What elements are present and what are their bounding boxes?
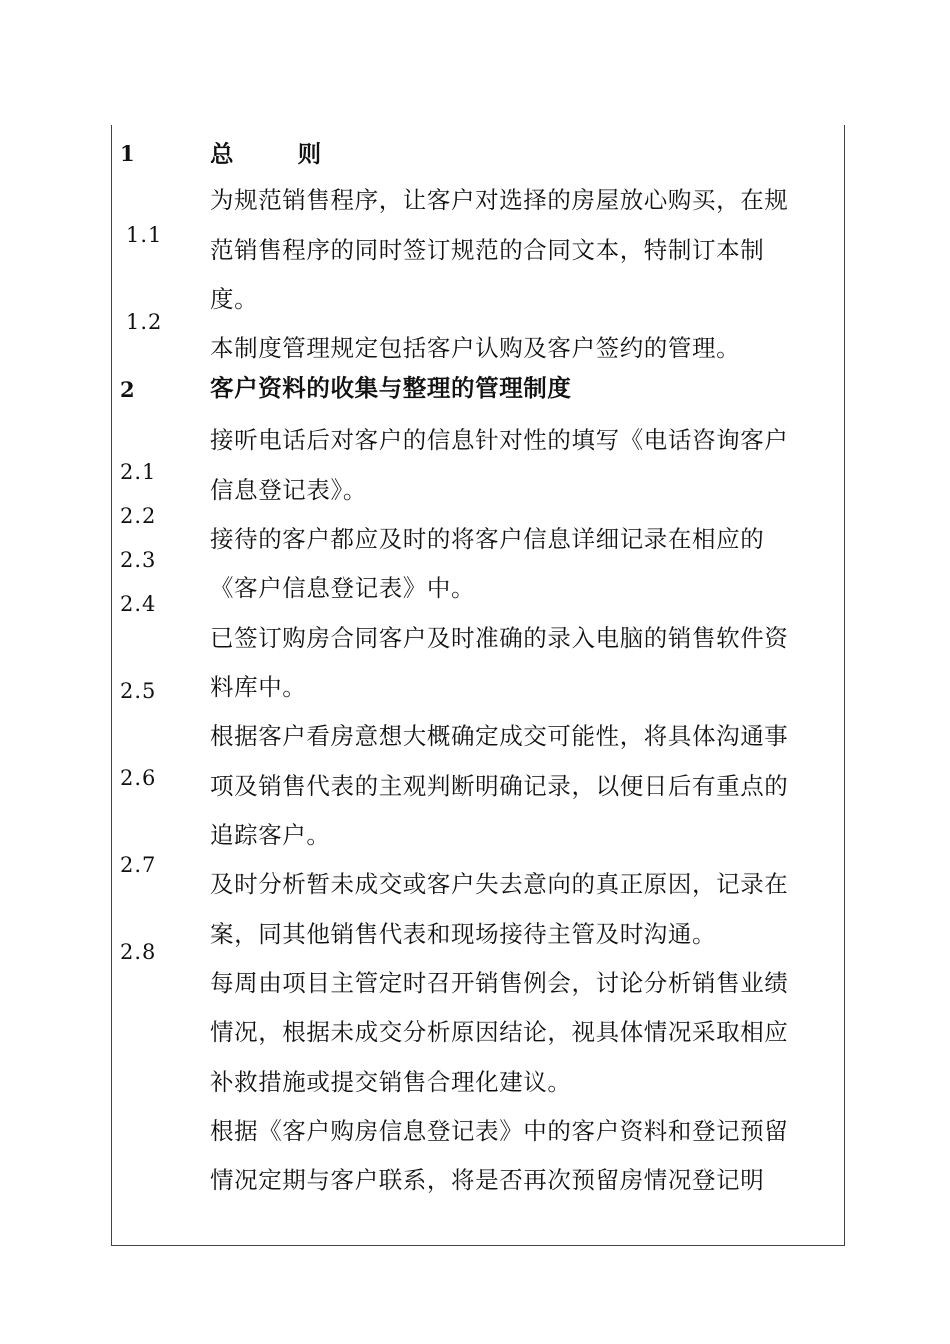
section-number: 1 bbox=[120, 141, 136, 166]
text-line: 情况定期与客户联系，将是否再次预留房情况登记明 bbox=[210, 1166, 765, 1194]
text-line: 根据《客户购房信息登记表》中的客户资料和登记预留 bbox=[210, 1117, 789, 1145]
item-number: 1.1 bbox=[126, 223, 163, 247]
text-line: 信息登记表》。 bbox=[210, 476, 367, 504]
text-line: 已签订购房合同客户及时准确的录入电脑的销售软件资 bbox=[210, 624, 789, 652]
item-number: 2.1 bbox=[120, 460, 157, 484]
text-line: 每周由项目主管定时召开销售例会，讨论分析销售业绩 bbox=[210, 969, 789, 997]
text-line: 为规范销售程序，让客户对选择的房屋放心购买，在规 bbox=[210, 186, 789, 214]
text-line: 及时分析暂未成交或客户失去意向的真正原因，记录在 bbox=[210, 870, 789, 898]
text-line: 补救措施或提交销售合理化建议。 bbox=[210, 1068, 572, 1096]
text-line: 料库中。 bbox=[210, 673, 307, 701]
section-title: 总 则 bbox=[210, 140, 350, 168]
item-number: 2.2 bbox=[120, 504, 157, 528]
text-line: 本制度管理规定包括客户认购及客户签约的管理。 bbox=[210, 334, 741, 362]
text-line: 根据客户看房意想大概确定成交可能性，将具体沟通事 bbox=[210, 722, 789, 750]
item-number: 2.7 bbox=[120, 853, 157, 877]
text-line: 追踪客户。 bbox=[210, 821, 331, 849]
text-line: 接待的客户都应及时的将客户信息详细记录在相应的 bbox=[210, 525, 765, 553]
text-line: 范销售程序的同时签订规范的合同文本，特制订本制 bbox=[210, 236, 765, 264]
section-number: 2 bbox=[120, 377, 136, 402]
item-number: 2.6 bbox=[120, 766, 157, 790]
text-line: 《客户信息登记表》中。 bbox=[210, 574, 476, 602]
item-number: 2.5 bbox=[120, 679, 157, 703]
text-line: 接听电话后对客户的信息针对性的填写《电话咨询客户 bbox=[210, 426, 789, 454]
text-line: 情况，根据未成交分析原因结论，视具体情况采取相应 bbox=[210, 1018, 789, 1046]
item-number: 2.4 bbox=[120, 592, 157, 616]
section-title: 客户资料的收集与整理的管理制度 bbox=[210, 374, 572, 402]
text-line: 案，同其他销售代表和现场接待主管及时沟通。 bbox=[210, 920, 717, 948]
item-number: 2.3 bbox=[120, 548, 157, 572]
item-number: 1.2 bbox=[126, 310, 163, 334]
text-line: 度。 bbox=[210, 285, 259, 313]
item-number: 2.8 bbox=[120, 940, 157, 964]
text-line: 项及销售代表的主观判断明确记录，以便日后有重点的 bbox=[210, 772, 789, 800]
